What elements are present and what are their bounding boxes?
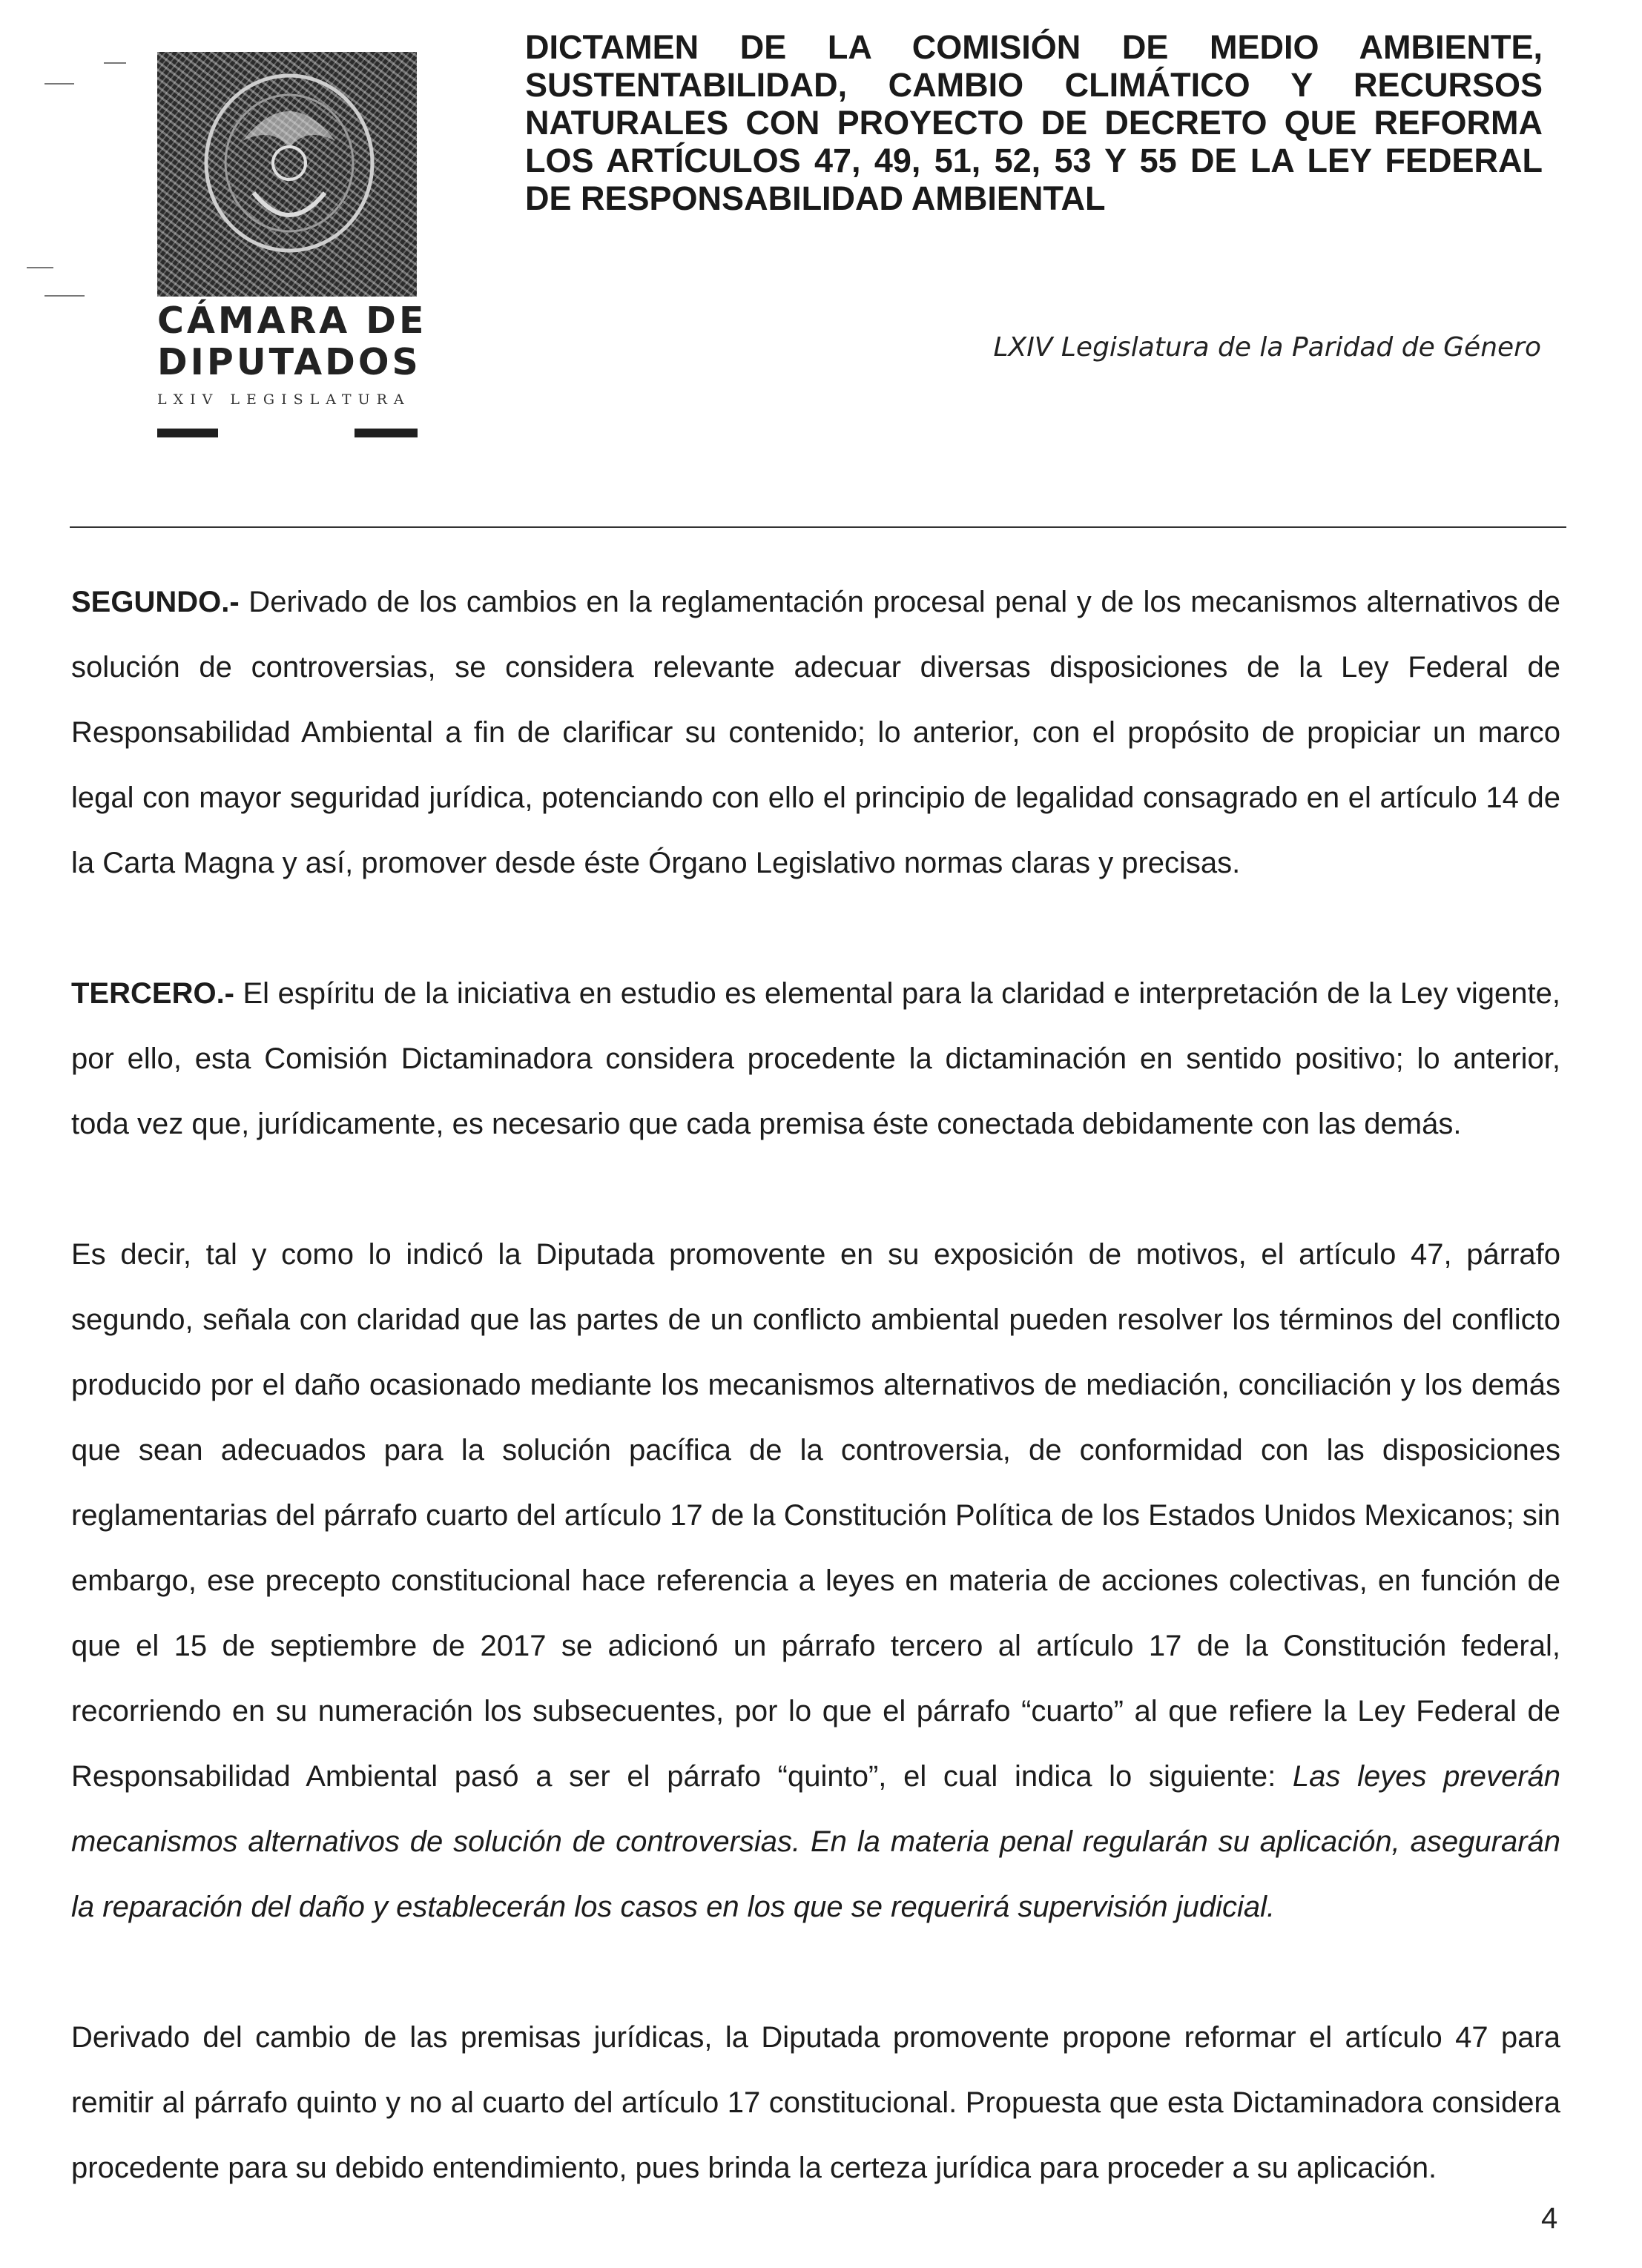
logo-bar-right bbox=[355, 429, 418, 437]
paragraph-text: El espíritu de la iniciativa en estudio es elemental para la claridad e interpretación de la Ley vigente, por ello, esta Comisión Dictaminadora considera procedente la dictaminación en sentido positivo; lo anterior, toda vez que, jurídicamente, es necesario que cada premisa éste conectada debidamente con las demás. bbox=[71, 977, 1560, 1140]
document-title: DICTAMEN DE LA COMISIÓN DE MEDIO AMBIENTE, SUSTENTABILIDAD, CAMBIO CLIMÁTICO Y RECURSOS NATURALES CON PROYECTO DE DECRETO QUE REFORMA LOS ARTÍCULOS 47, 49, 51, 52, 53 Y 55 DE LA LEY FEDERAL DE RESPONSABILIDAD AMBIENTAL bbox=[525, 28, 1543, 217]
scan-artifact bbox=[44, 83, 74, 85]
paragraph-text: Derivado del cambio de las premisas jurídicas, la Diputada promovente propone reformar el artículo 47 para remitir al párrafo quinto y no al cuarto del artículo 17 constitucional. Propuesta que esta Dictaminadora considera procedente para su debido entendimiento, pues brinda la certeza jurídica para proceder a su aplicación. bbox=[71, 2021, 1560, 2184]
chamber-emblem-image bbox=[157, 52, 417, 297]
paragraph-text: Derivado de los cambios en la reglamentación procesal penal y de los mecanismos alternativos de solución de controversias, se considera relevante adecuar diversas disposiciones de la Ley Federal de Responsabilidad Ambiental a fin de clarificar su contenido; lo anterior, con el propósito de propiciar un marco legal con mayor seguridad jurídica, potenciando con ello el principio de legalidad consagrado en el artículo 14 de la Carta Magna y así, promover desde éste Órgano Legislativo normas claras y precisas. bbox=[71, 586, 1560, 879]
legislature-subtitle: LXIV Legislatura de la Paridad de Género bbox=[993, 332, 1541, 363]
chamber-name-line2: DIPUTADOS bbox=[157, 341, 421, 383]
paragraph-es-decir bbox=[71, 1222, 1560, 1940]
scan-artifact bbox=[104, 62, 126, 64]
chamber-name bbox=[157, 300, 439, 383]
paragraph-label: SEGUNDO.- bbox=[71, 586, 240, 618]
header-divider bbox=[70, 526, 1566, 528]
chamber-name-line1: CÁMARA DE bbox=[157, 300, 427, 342]
document-body bbox=[71, 569, 1560, 2201]
logo-bar-left bbox=[157, 429, 218, 437]
paragraph-label: TERCERO.- bbox=[71, 977, 234, 1010]
constitutional-quote: Las leyes preverán mecanismos alternativos de solución de controversias. En la materia penal regularán su aplicación, asegurarán la reparación del daño y establecerán los casos en los que se requerirá supervisión judicial. bbox=[71, 1760, 1561, 1923]
page-number: 4 bbox=[1541, 2202, 1558, 2235]
eagle-emblem-icon bbox=[157, 52, 417, 297]
paragraph-tercero bbox=[71, 961, 1560, 1157]
scan-artifact bbox=[27, 267, 53, 268]
logo-legislature-caption: LXIV LEGISLATURA bbox=[157, 391, 411, 408]
paragraph-derivado bbox=[71, 2005, 1560, 2201]
paragraph-text: Es decir, tal y como lo indicó la Diputada promovente en su exposición de motivos, el artículo 47, párrafo segundo, señala con claridad que las partes de un conflicto ambiental pueden resolver los términos del conflicto producido por el daño ocasionado mediante los mecanismos alternativos de mediación, conciliación y los demás que sean adecuados para la solución pacífica de la controversia, de conformidad con las disposiciones reglamentarias del párrafo cuarto del artículo 17 de la Constitución Política de los Estados Unidos Mexicanos; sin embargo, ese precepto constitucional hace referencia a leyes en materia de acciones colectivas, en función de que el 15 de septiembre de 2017 se adicionó un párrafo tercero al artículo 17 de la Constitución federal, recorriendo en su numeración los subsecuentes, por lo que el párrafo “cuarto” al que refiere la Ley Federal de Responsabilidad Ambiental pasó a ser el párrafo “quinto”, el cual indica lo siguiente: bbox=[71, 1238, 1560, 1793]
scan-artifact bbox=[44, 295, 85, 297]
paragraph-segundo bbox=[71, 569, 1560, 896]
